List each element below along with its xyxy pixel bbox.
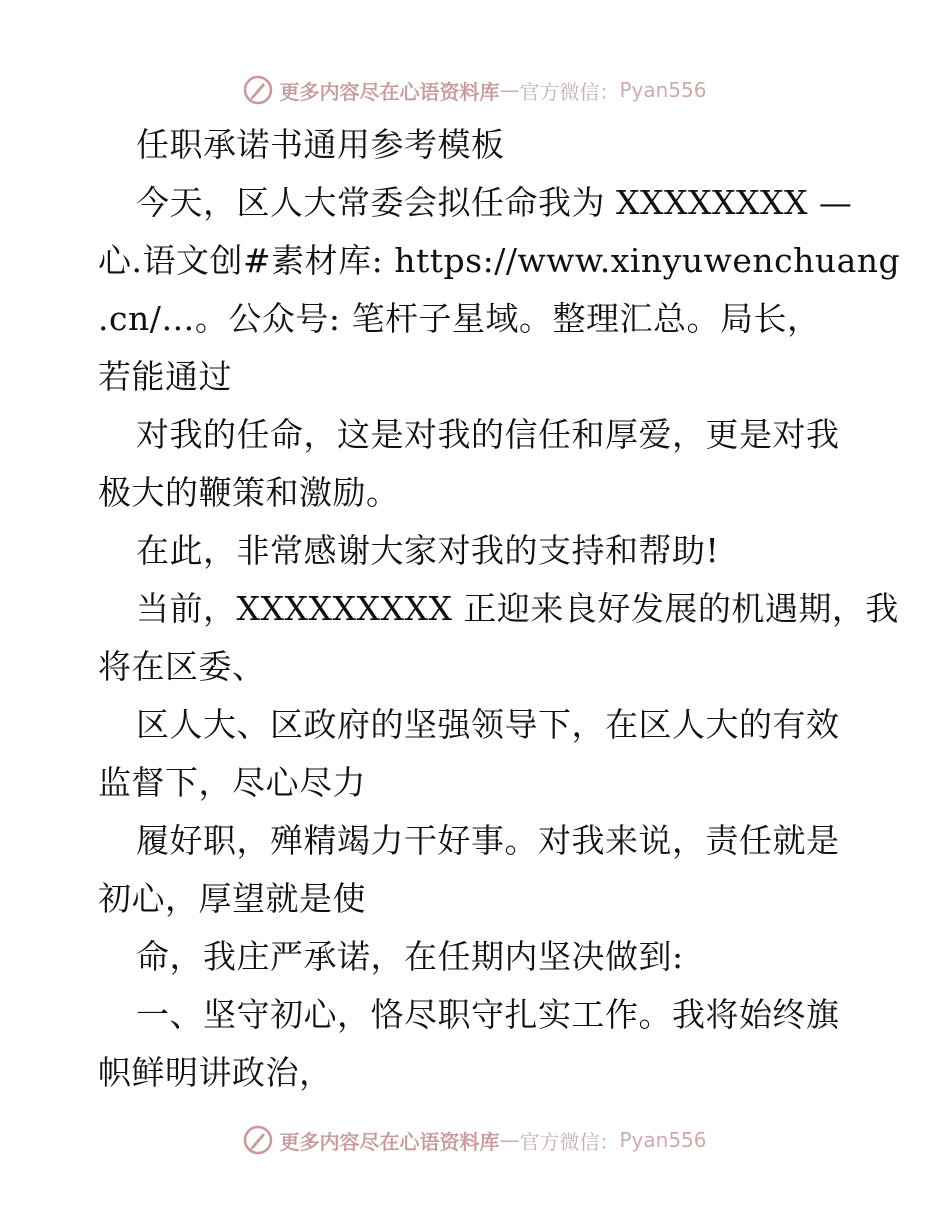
paragraph-line: 一、坚守初心，恪尽职守扎实工作。我将始终旗 bbox=[136, 995, 840, 1034]
paragraph-line: 监督下，尽心尽力 bbox=[98, 763, 366, 802]
watermark-separator: — bbox=[499, 78, 520, 102]
paragraph-line: 心.语文创#素材库: https://www.xinyuwenchuang bbox=[98, 241, 901, 280]
watermark-wechat-id: Pyan556 bbox=[619, 78, 707, 102]
paragraph-line: 帜鲜明讲政治， bbox=[98, 1053, 333, 1092]
header-watermark bbox=[0, 70, 950, 110]
paragraph-line: 极大的鞭策和激励。 bbox=[98, 473, 400, 512]
watermark-brand-text: 更多内容尽在心语资料库 bbox=[279, 1129, 500, 1154]
paragraph-line: 命，我庄严承诺，在任期内坚决做到: bbox=[136, 937, 684, 976]
watermark-suffix-text: 官方微信： bbox=[519, 79, 620, 104]
paragraph-line: 将在区委、 bbox=[98, 647, 266, 686]
footer-watermark bbox=[0, 1120, 950, 1160]
paragraph-line: 当前，XXXXXXXXX 正迎来良好发展的机遇期，我 bbox=[136, 589, 899, 628]
document-title: 任职承诺书通用参考模板 bbox=[136, 125, 505, 164]
watermark-wechat-id: Pyan556 bbox=[619, 1128, 707, 1152]
watermark-separator: — bbox=[499, 1128, 520, 1152]
watermark-suffix-text: 官方微信： bbox=[519, 1129, 620, 1154]
quill-logo-icon bbox=[243, 75, 273, 105]
paragraph-line: 今天，区人大常委会拟任命我为 XXXXXXXX — bbox=[136, 183, 853, 222]
paragraph-line: 初心，厚望就是使 bbox=[98, 879, 366, 918]
paragraph-line: 履好职，殚精竭力干好事。对我来说，责任就是 bbox=[136, 821, 840, 860]
watermark-brand-text: 更多内容尽在心语资料库 bbox=[279, 79, 500, 104]
document-body bbox=[98, 116, 901, 1102]
quill-logo-icon bbox=[243, 1125, 273, 1155]
paragraph-line: .cn/…。公众号: 笔杆子星域。整理汇总。局长， bbox=[98, 299, 821, 338]
paragraph-line: 对我的任命，这是对我的信任和厚爱，更是对我 bbox=[136, 415, 840, 454]
paragraph-line: 区人大、区政府的坚强领导下，在区人大的有效 bbox=[136, 705, 840, 744]
paragraph-line: 在此，非常感谢大家对我的支持和帮助! bbox=[136, 531, 720, 570]
paragraph-line: 若能通过 bbox=[98, 357, 232, 396]
